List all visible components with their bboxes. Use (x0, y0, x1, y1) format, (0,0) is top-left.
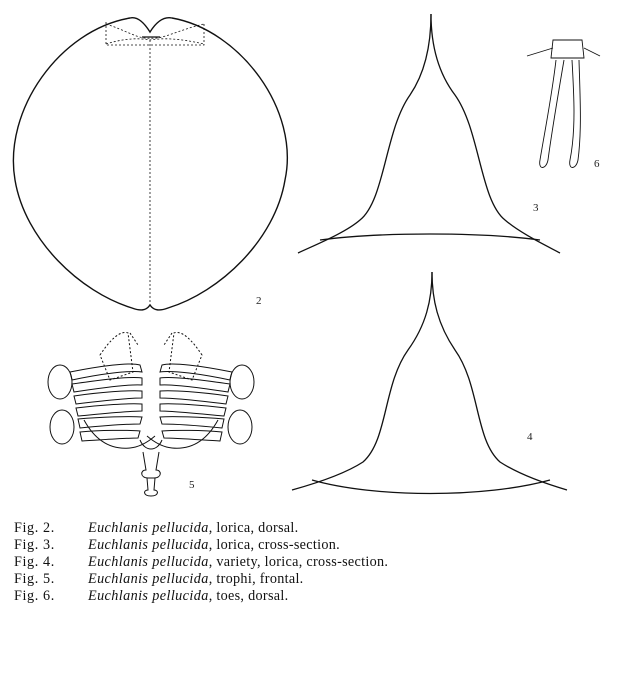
caption-label: Fig. 6. (14, 587, 55, 604)
caption-fig-2 (14, 520, 624, 537)
figure-5-trophi (48, 332, 254, 496)
caption-text: , toes, dorsal. (208, 587, 289, 604)
caption-fig-5 (14, 571, 624, 588)
caption-text: , lorica, dorsal. (208, 520, 299, 536)
caption-text: , trophi, frontal. (208, 570, 304, 587)
caption-label: Fig. 5. (14, 570, 55, 587)
figure-6-toes (527, 40, 600, 168)
caption-fig-3 (14, 537, 624, 554)
caption-species: Euchlanis pellucida (88, 553, 209, 570)
caption-species: Euchlanis pellucida (88, 536, 209, 553)
figure-3-number: 3 (533, 202, 539, 214)
caption-label: Fig. 4. (14, 553, 55, 570)
caption-species: Euchlanis pellucida (88, 587, 209, 604)
caption-label: Fig. 3. (14, 536, 55, 553)
caption-label: Fig. 2. (14, 520, 55, 536)
figure-6-number: 6 (594, 158, 600, 170)
figure-4-number: 4 (527, 431, 533, 443)
figure-4-cross-section (292, 272, 567, 494)
caption-species: Euchlanis pellucida (88, 570, 209, 587)
caption-text: , variety, lorica, cross-section. (208, 553, 389, 570)
figure-2-number: 2 (256, 295, 262, 307)
figure-2-lorica-dorsal (13, 18, 287, 310)
caption-fig-6 (14, 588, 624, 605)
figure-5-number: 5 (189, 479, 195, 491)
caption-species: Euchlanis pellucida (88, 520, 209, 536)
figure-3-cross-section (298, 14, 560, 253)
figure-captions (14, 520, 624, 605)
caption-fig-4 (14, 554, 624, 571)
caption-text: , lorica, cross-section. (208, 536, 340, 553)
